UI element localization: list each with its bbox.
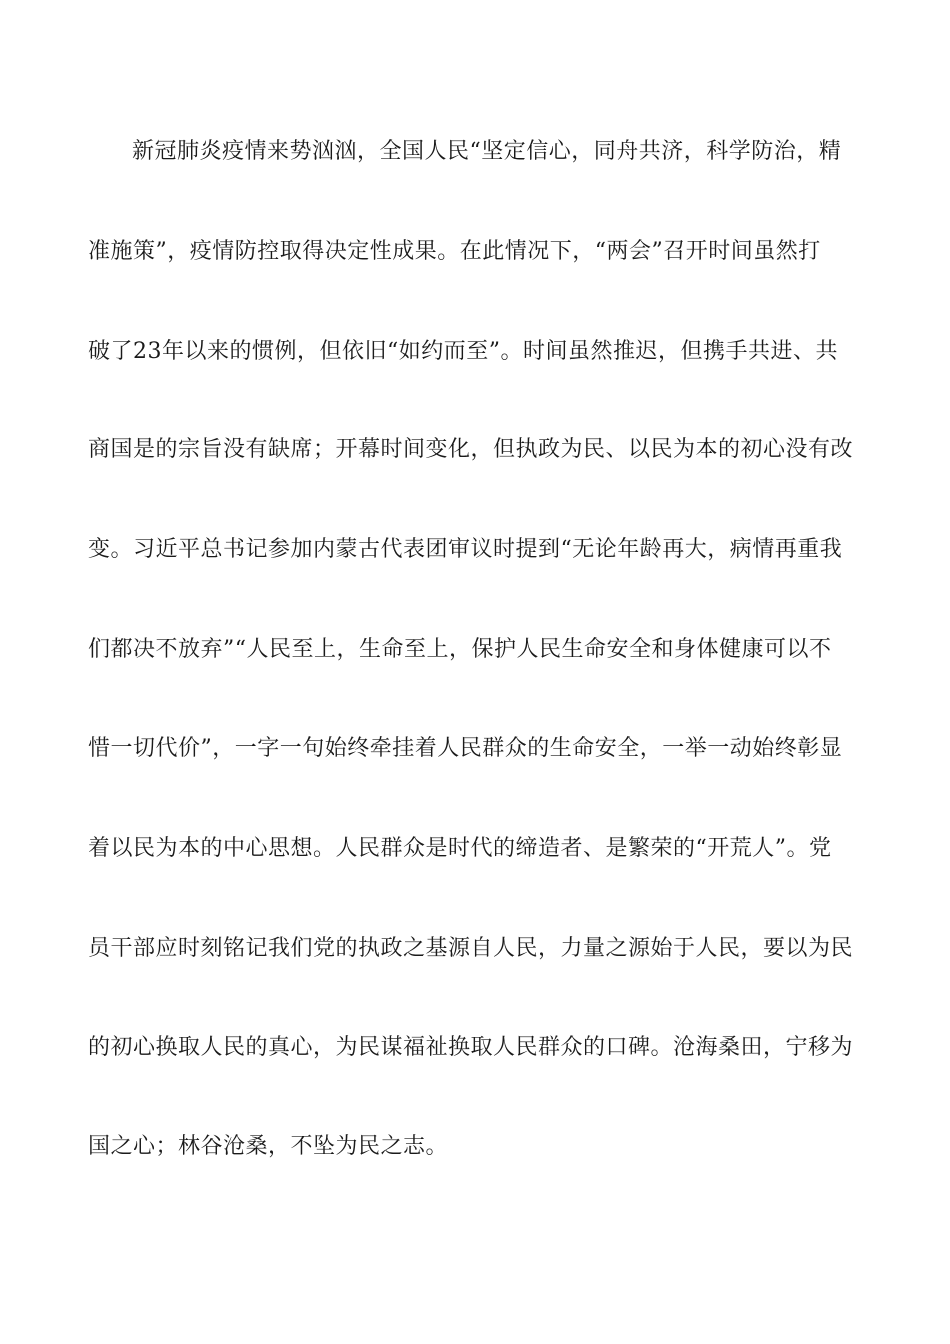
- paragraph-line: 惜一切代价”，一字一句始终牵挂着人民群众的生命安全，一举一动始终彰显: [88, 736, 843, 761]
- paragraph-line: 准施策”，疫情防控取得决定性成果。在此情况下，“两会”召开时间虽然打: [88, 239, 821, 264]
- paragraph-line: 变。习近平总书记参加内蒙古代表团审议时提到“无论年龄再大，病情再重我: [88, 537, 843, 562]
- paragraph-line: 商国是的宗旨没有缺席；开幕时间变化，但执政为民、以民为本的初心没有改: [88, 437, 854, 462]
- paragraph-line: 新冠肺炎疫情来势汹汹，全国人民“坚定信心，同舟共济，科学防治，精: [132, 139, 842, 164]
- paragraph-line: 员干部应时刻铭记我们党的执政之基源自人民，力量之源始于人民，要以为民: [88, 936, 854, 961]
- paragraph-line: 国之心；林谷沧桑，不坠为民之志。: [88, 1134, 449, 1159]
- paragraph-line: 着以民为本的中心思想。人民群众是时代的缔造者、是繁荣的“开荒人”。党: [88, 836, 832, 861]
- paragraph-line: 破了23年以来的惯例，但依旧“如约而至”。时间虽然推迟，但携手共进、共: [88, 339, 838, 364]
- paragraph-line: 的初心换取人民的真心，为民谋福祉换取人民群众的口碑。沧海桑田，宁移为: [88, 1035, 854, 1060]
- paragraph-line: 们都决不放弃”“人民至上，生命至上，保护人民生命安全和身体健康可以不: [88, 637, 832, 662]
